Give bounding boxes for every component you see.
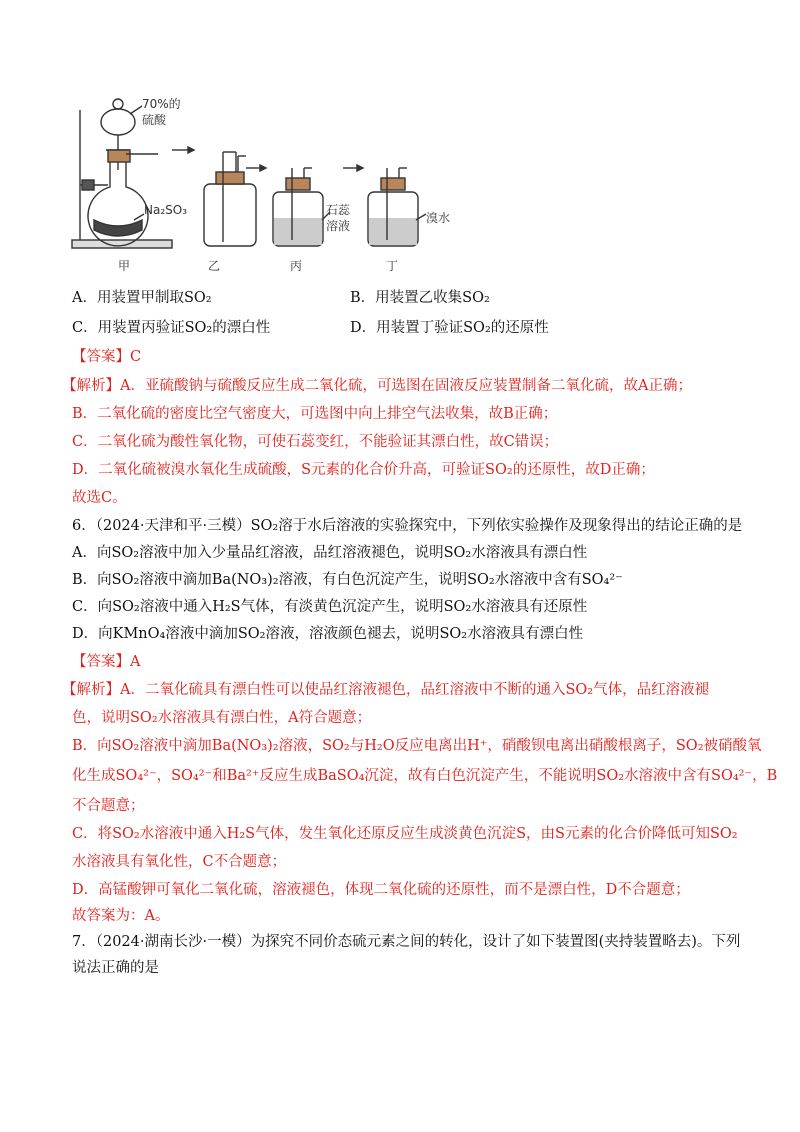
q5-answer-line <box>72 347 141 367</box>
q6-answer: A <box>130 654 141 670</box>
q6-analysis-line-7: 水溶液具有氧化性，C不合题意； <box>72 854 287 870</box>
q7-stem-line-1: 7．（2024·湖南长沙·一模）为探究不同价态硫元素之间的转化，设计了如下装置图(夹持装置略去)。下列 <box>72 934 741 950</box>
q5-option-d: D．用装置丁验证SO₂的还原性 <box>350 320 549 336</box>
q6-answer-label: 【答案】 <box>72 654 130 670</box>
q6-option-d: D．向KMnO₄溶液中滴加SO₂溶液，溶液颜色褪去，说明SO₂水溶液具有漂白性 <box>72 626 584 642</box>
q5-analysis-line-1 <box>62 376 692 396</box>
q5-option-c: C．用装置丙验证SO₂的漂白性 <box>72 320 271 336</box>
acid-label-2: 硫酸 <box>142 113 167 127</box>
q5-analysis-line-3: C．二氧化硫为酸性氧化物，可使石蕊变红，不能验证其漂白性，故C错误； <box>72 434 559 450</box>
q5-analysis-line-5: 故选C。 <box>72 490 127 506</box>
q5-answer-label: 【答案】 <box>72 349 130 365</box>
figure-label-bing: 丙 <box>290 259 303 273</box>
q5-option-a: A．用装置甲制取SO₂ <box>72 290 212 306</box>
q5-analysis-line-4: D．二氧化硫被溴水氧化生成硫酸，S元素的化合价升高，可验证SO₂的还原性，故D正确； <box>72 462 655 478</box>
q6-analysis-line-6: C．将SO₂水溶液中通入H₂S气体，发生氧化还原反应生成淡黄色沉淀S，由S元素的化合价降低可知SO₂ <box>72 826 738 842</box>
q5-answer: C <box>130 349 142 365</box>
q6-analysis-line-9: 故答案为：A。 <box>72 908 170 924</box>
q5-analysis-label: 【解析】 <box>62 378 120 394</box>
q6-answer-line <box>72 652 140 672</box>
litmus-label-1: 石蕊 <box>326 203 351 217</box>
q6-stem: 6．（2024·天津和平·三模）SO₂溶于水后溶液的实验探究中，下列依实验操作及现象得出的结论正确的是 <box>72 518 743 534</box>
q6-analysis-line-2: 色，说明SO₂水溶液具有漂白性，A符合题意； <box>72 710 372 726</box>
bromine-label: 溴水 <box>426 211 451 225</box>
solid-label: Na₂SO₃ <box>144 203 188 217</box>
q6-analysis-label: 【解析】 <box>62 682 120 698</box>
q6-option-a: A．向SO₂溶液中加入少量品红溶液，品红溶液褪色，说明SO₂水溶液具有漂白性 <box>72 545 588 561</box>
q5-analysis-line-2: B．二氧化硫的密度比空气密度大，可选图中向上排空气法收集，故B正确； <box>72 406 558 422</box>
q6-option-c: C．向SO₂溶液中通入H₂S气体，有淡黄色沉淀产生，说明SO₂水溶液具有还原性 <box>72 599 588 615</box>
q5-analysis-text: A．亚硫酸钠与硫酸反应生成二氧化硫，可选图在固液反应装置制备二氧化硫，故A正确； <box>120 378 692 394</box>
q6-analysis-text: A．二氧化硫具有漂白性可以使品红溶液褪色，品红溶液中不断的通入SO₂气体，品红溶液褪 <box>120 682 710 698</box>
q6-analysis-line-4: 化生成SO₄²⁻，SO₄²⁻和Ba²⁺反应生成BaSO₄沉淀，故有白色沉淀产生，不能说明SO₂水溶液中含有SO₄²⁻，B <box>72 768 778 784</box>
figure-label-yi: 乙 <box>208 259 221 273</box>
q5-option-b: B．用装置乙收集SO₂ <box>350 290 490 306</box>
figure-label-jia: 甲 <box>118 259 131 273</box>
figure-label-ding: 丁 <box>386 259 399 273</box>
q6-analysis-line-3: B．向SO₂溶液中滴加Ba(NO₃)₂溶液，SO₂与H₂O反应电离出H⁺，硝酸钡电离出硝酸根离子，SO₂被硝酸氧 <box>72 738 762 754</box>
q6-analysis-line-5: 不合题意； <box>72 798 145 814</box>
q6-analysis-line-1 <box>62 680 709 700</box>
litmus-label-2: 溶液 <box>326 219 351 233</box>
q7-stem-line-2: 说法正确的是 <box>72 960 159 976</box>
q6-analysis-line-8: D．高锰酸钾可氧化二氧化硫，溶液褪色，体现二氧化硫的还原性，而不是漂白性，D不合题意； <box>72 882 690 898</box>
apparatus-figure <box>68 92 488 277</box>
acid-label-1: 70%的 <box>142 97 181 111</box>
q6-option-b: B．向SO₂溶液中滴加Ba(NO₃)₂溶液，有白色沉淀产生，说明SO₂水溶液中含有SO₄²⁻ <box>72 572 623 588</box>
